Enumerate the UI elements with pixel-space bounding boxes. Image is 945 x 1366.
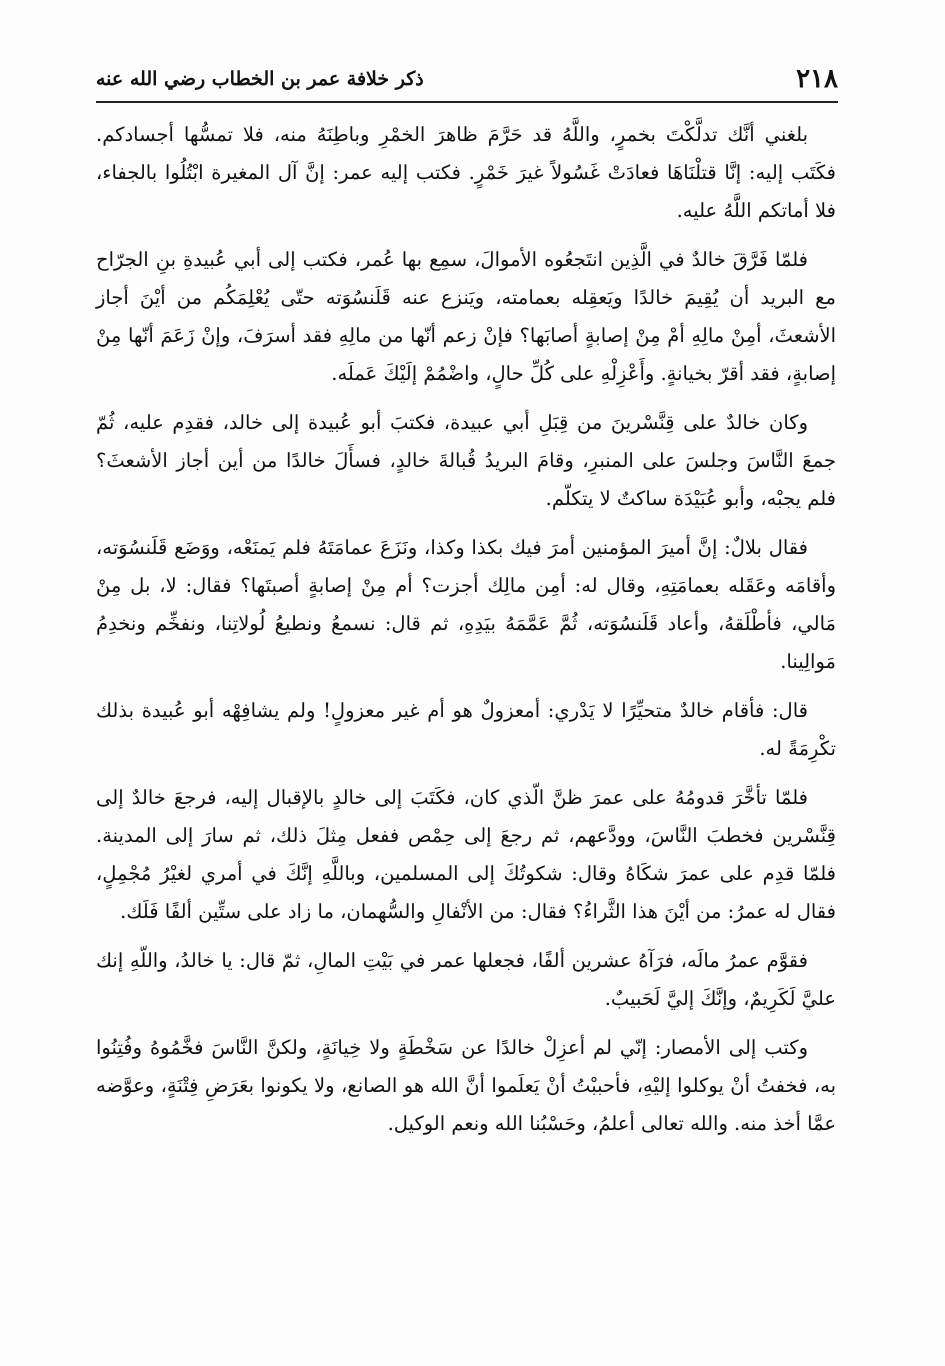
paragraph: بلغني أنَّك تدلَّكْتَ بخمرٍ، واللَّهُ قد حَرَّمَ ظاهرَ الخمْرِ وباطِنَهُ منه، فلا تمسُّها أجسادكم. فكَتَب إليه: إنَّا قتلْنَاهَا فعادَتْ غَسُولاً غيرَ خَمْرٍ. فكتب إليه عمر: إنَّ آل المغيرة ابْتُلُوا بالجفاء، فلا أماتكم اللَّهُ عليه. [96, 123, 836, 222]
header-rule [96, 101, 838, 103]
paragraph: وكتب إلى الأمصار: إنّي لم أعزِلْ خالدًا عن سَخْطَةٍ ولا خِيانَةٍ، ولكنَّ النَّاسَ فخَّمُوهُ وفُتِنُوا به، فخفتُ أنْ يوكلوا إليْهِ، فأحببْتُ أنْ يَعلَموا أنَّ الله هو الصانع، ولا يكونوا بعَرَضِ فِتْنَةٍ، وعوَّضه عمَّا أخذ منه. والله تعالى أعلمُ، وحَسْبُنا الله ونعم الوكيل. [96, 1036, 836, 1135]
paragraph: فلمّا فَرَّقَ خالدٌ في الَّذِين انتَجعُوه الأموالَ، سمِع بها عُمر، فكتب إلى أبي عُبيدةِ بنِ الجرّاح مع البريد أن يُقِيمَ خالدًا ويَعقِله بعمامته، ويَنزع عنه قَلَنسُوَته حتّى يُعْلِمَكُم من أيْنَ أجاز الأشعثَ، أمِنْ مالِهِ أمْ مِنْ إصابةٍ أصابَها؟ فإنْ زعم أنّها من مالِهِ فقد أسرَفَ، وإنْ زَعَمَ أنّها مِنْ إصابةٍ، فقد أقرّ بخيانةٍ. وأَعْزِلْهِ على كُلِّ حالٍ، واضْمُمْ إلَيْكَ عَملَه. [96, 248, 836, 385]
paragraph: وكان خالدٌ على قِنَّسْرينَ من قِبَلِ أبي عبيدة، فكتبَ أبو عُبيدة إلى خالد، فقدِم عليه، ثُمّ جمعَ النَّاسَ وجلسَ على المنبرِ، وقامَ البريدُ قُبالةَ خالدٍ، فسأَلَ خالدًا من أين أجاز الأشعثَ؟ فلم يجبْه، وأبو عُبَيْدَة ساكتٌ لا يتكلّم. [96, 411, 836, 510]
paragraph: فلمّا تأخَّرَ قدومُهُ على عمرَ ظنَّ الّذي كان، فكَتَبَ إلى خالدٍ بالإقبال إليه، فرجعَ خالدٌ إلى قِنَّسْرين فخطبَ النَّاسَ، وودَّعهم، ثم رجعَ إلى حِمْص ففعل مِثلَ ذلك، ثم سارَ إلى المدينة. فلمّا قدِم على عمرَ شكَاهُ وقال: شكوتُكَ إلى المسلمين، وباللَّهِ إنَّكَ في أمري لغيْرُ مُجْمِلٍ، فقال له عمرُ: من أيْنَ هذا الثَّراءُ؟ فقال: من الأنْفالِ والسُّهمان، ما زاد على ستِّين ألفًا فَلَك. [96, 786, 836, 923]
running-title: ذكر خلافة عمر بن الخطاب رضي الله عنه [96, 68, 424, 90]
paragraph: فقال بلالٌ: إنَّ أميرَ المؤمنين أمرَ فيك بكذا وكذا، ونَزَعَ عمامَتَهُ فلم يَمنَعْه، ووَضَع قَلَنسُوَته، وأقامَه وعَقَله بعمامَتِهِ، وقال له: أمِن مالِك أجزت؟ أم مِنْ إصابةٍ أصبتَها؟ فقال: لا، بل مِنْ مَالي، فأطْلَقهُ، وأعاد قَلَنسُوَته، ثُمَّ عَمَّمَهُ بيَدِهِ، ثم قال: نسمعُ ونطيعُ لُولاتِنا، ونفخِّم ونخدِمُ مَوالِينا. [96, 536, 836, 673]
page-number: ٢١٨ [796, 64, 838, 94]
paragraph: قال: فأقام خالدٌ متحيِّرًا لا يَدْري: أمعزولٌ هو أم غير معزولٍ! ولم يشافِهْه أبو عُبيدة بذلك تكْرِمَةً له. [96, 699, 836, 760]
paragraph: فقوَّم عمرُ مالَه، فرَآهُ عشرين ألفًا، فجعلها عمر في بَيْتِ المالِ، ثمّ قال: يا خالدُ، واللّهِ إنك عليَّ لَكَرِيمٌ، وإنَّكَ إليَّ لَحَبيبٌ. [96, 949, 836, 1010]
page-header [96, 62, 838, 98]
body-text [96, 116, 836, 1154]
